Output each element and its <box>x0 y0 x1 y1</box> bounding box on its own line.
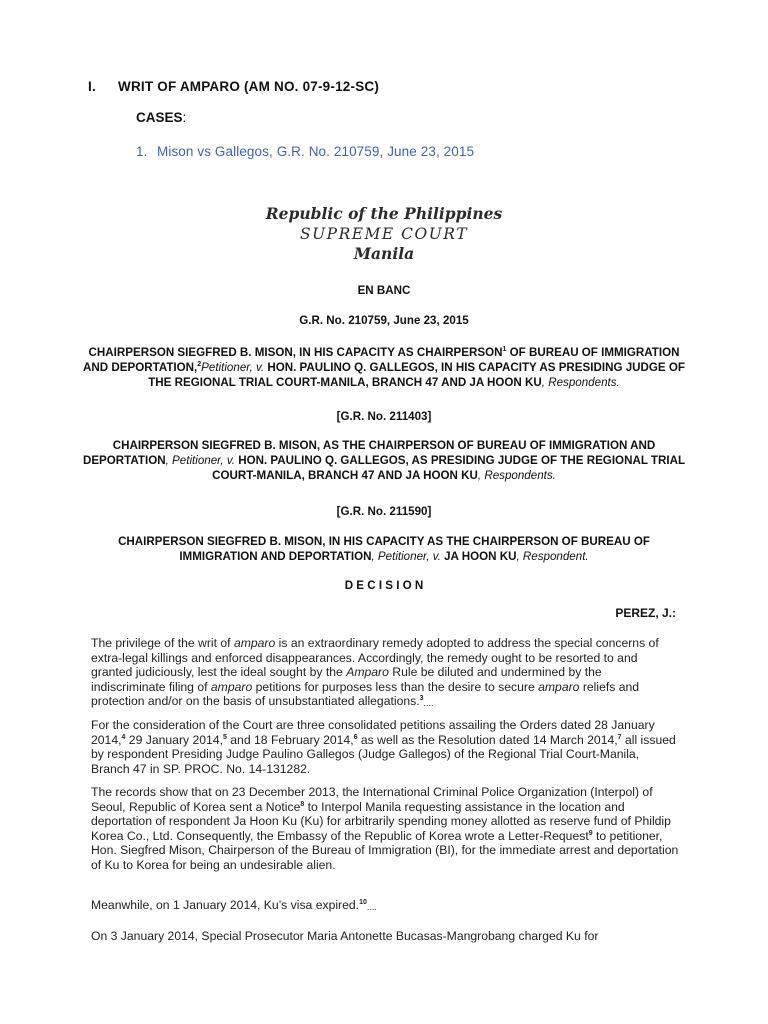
p3-text-a: The records show that on 23 December 2013, the International Criminal Police Organization (Interpol) of Seoul, Republic of Korea sent a Notice <box>91 785 653 814</box>
p2-text-a: For the consideration of the Court are three consolidated petitions assailing the Orders dated 28 January 2014, <box>91 718 655 747</box>
paragraph-1 <box>91 636 679 711</box>
paragraph-2 <box>91 718 679 776</box>
footnote-ref-5[interactable]: 5 <box>222 733 227 741</box>
footnote-ellipsis[interactable]: .... <box>423 698 434 708</box>
caption2-part-c: HON. PAULINO Q. GALLEGOS, AS PRESIDING JUDGE OF THE REGIONAL TRIAL COURT-MANILA, BRANCH 47 AND JA HOON KU <box>212 454 686 482</box>
case-caption-1 <box>80 345 688 390</box>
p4-text-a: Meanwhile, on 1 January 2014, Ku’s visa expired. <box>91 898 360 912</box>
paragraph-3 <box>91 785 679 872</box>
paragraph-4 <box>91 898 679 915</box>
p1-text-a: The privilege of the writ of <box>91 636 234 650</box>
gr-number-211590: [G.R. No. 211590] <box>336 505 432 518</box>
case-list-number: 1. <box>136 144 148 159</box>
section-roman-numeral: I. <box>88 79 96 94</box>
caption3-respondent: , Respondent. <box>516 550 589 563</box>
p5-text-a: On 3 January 2014, Special Prosecutor Maria Antonette Bucasas-Mangrobang charged Ku for <box>91 929 599 943</box>
footnote-ref-8[interactable]: 8 <box>300 800 305 808</box>
section-title: WRIT OF AMPARO (AM NO. 07-9-12-SC) <box>118 79 380 94</box>
caption2-respondents: , Respondents. <box>477 469 556 482</box>
caption1-part-b: OF BUREAU OF IMMIGRATION AND DEPORTATION, <box>83 346 680 374</box>
case-link-mison-vs-gallegos[interactable] <box>136 144 474 159</box>
letterhead-supreme-court: SUPREME COURT <box>299 225 469 243</box>
gr-number-211403: [G.R. No. 211403] <box>336 410 432 423</box>
letterhead-manila: Manila <box>353 244 415 263</box>
p3-text-c: to petitioner, Hon. Siegfred Mison, Chairperson of the Bureau of Immigration (BI), for the immediate arrest and deportation of Ku to Korea for being an undesirable alien. <box>91 828 679 872</box>
p1-text-b: is an extraordinary remedy adopted to address the special concerns of extra-legal killings and enforced disappearances. Accordingly, the remedy ought to be resorted to and granted judiciously, lest the ideal sought by the <box>91 636 659 679</box>
footnote-ref-1[interactable]: 1 <box>502 346 507 354</box>
caption3-part-a: CHAIRPERSON SIEGFRED B. MISON, IN HIS CAPACITY AS THE CHAIRPERSON OF BUREAU OF IMMIGRATION AND DEPORTATION <box>118 535 650 563</box>
section-heading <box>88 79 379 94</box>
cases-label-colon: : <box>182 110 187 125</box>
p1-amparo-3: amparo <box>210 679 253 694</box>
caption3-part-c: JA HOON KU <box>440 550 517 563</box>
en-banc-heading: EN BANC <box>357 284 411 297</box>
p1-amparo-1: amparo <box>233 636 276 650</box>
footnote-ref-10[interactable]: 10 <box>359 898 367 906</box>
footnote-ref-9[interactable]: 9 <box>588 829 593 837</box>
paragraph-5 <box>91 929 679 944</box>
decision-heading: D E C I S I O N <box>344 579 424 592</box>
p1-amparo-2: Amparo <box>346 665 389 679</box>
cases-label-text: CASES <box>136 110 183 125</box>
caption2-petitioner: , Petitioner, v. <box>165 454 235 467</box>
letterhead-republic: Republic of the Philippines <box>265 204 503 223</box>
caption1-part-d: HON. PAULINO Q. GALLEGOS, IN HIS CAPACITY AS PRESIDING JUDGE OF THE REGIONAL TRIAL COURT-MANILA, BRANCH 47 AND JA HOON KU <box>148 361 685 389</box>
case-caption-3 <box>80 534 688 564</box>
footnote-ref-7[interactable]: 7 <box>617 733 622 741</box>
cases-label <box>136 110 186 125</box>
footnote-ref-4[interactable]: 4 <box>121 733 126 741</box>
footnote-ellipsis[interactable]: .... <box>366 902 377 912</box>
caption1-part-a: CHAIRPERSON SIEGFRED B. MISON, IN HIS CAPACITY AS CHAIRPERSON <box>88 346 503 359</box>
case-caption-2 <box>80 438 688 483</box>
gr-number-main: G.R. No. 210759, June 23, 2015 <box>299 314 469 327</box>
p1-text-e: reliefs and protection and/or on the basis of unsubstantiated allegations. <box>91 679 640 708</box>
p2-text-d: as well as the Resolution dated 14 March 2014, <box>357 732 618 747</box>
p3-text-b: to Interpol Manila requesting assistance in the location and deportation of respondent Ja Hoon Ku (Ku) for arbitrarily spending money allotted as reserve fund of Phildip Korea Co., Ltd. Consequently, the Embassy of the Republic of Korea wrote a Letter-Request <box>91 799 671 843</box>
court-letterhead <box>234 204 534 264</box>
caption1-respondents: , Respondents. <box>541 376 620 389</box>
p1-text-c: Rule be diluted and undermined by the indiscriminate filing of <box>91 665 602 694</box>
case-link-text[interactable]: Mison vs Gallegos, G.R. No. 210759, June 23, 2015 <box>157 144 475 159</box>
p2-text-e: all issued by respondent Presiding Judge Paulino Gallegos (Judge Gallegos) of the Regional Trial Court-Manila, Branch 47 in SP. PROC. No. 14-131282. <box>91 732 676 776</box>
footnote-ref-3[interactable]: 3 <box>419 694 424 702</box>
footnote-ref-2[interactable]: 2 <box>197 361 202 369</box>
caption3-petitioner: , Petitioner, v. <box>371 550 441 563</box>
p2-text-c: and 18 February 2014, <box>226 732 354 747</box>
p2-text-b: 29 January 2014, <box>125 732 223 747</box>
ponente: PEREZ, J.: <box>615 606 676 620</box>
p1-amparo-4: amparo <box>538 679 580 694</box>
p1-text-d: petitions for purposes less than the desire to secure <box>252 679 539 694</box>
footnote-ref-6[interactable]: 6 <box>353 733 358 741</box>
caption2-part-a: CHAIRPERSON SIEGFRED B. MISON, AS THE CHAIRPERSON OF BUREAU OF IMMIGRATION AND DEPORTATION <box>82 439 656 467</box>
caption1-petitioner: Petitioner, v. <box>201 361 265 374</box>
